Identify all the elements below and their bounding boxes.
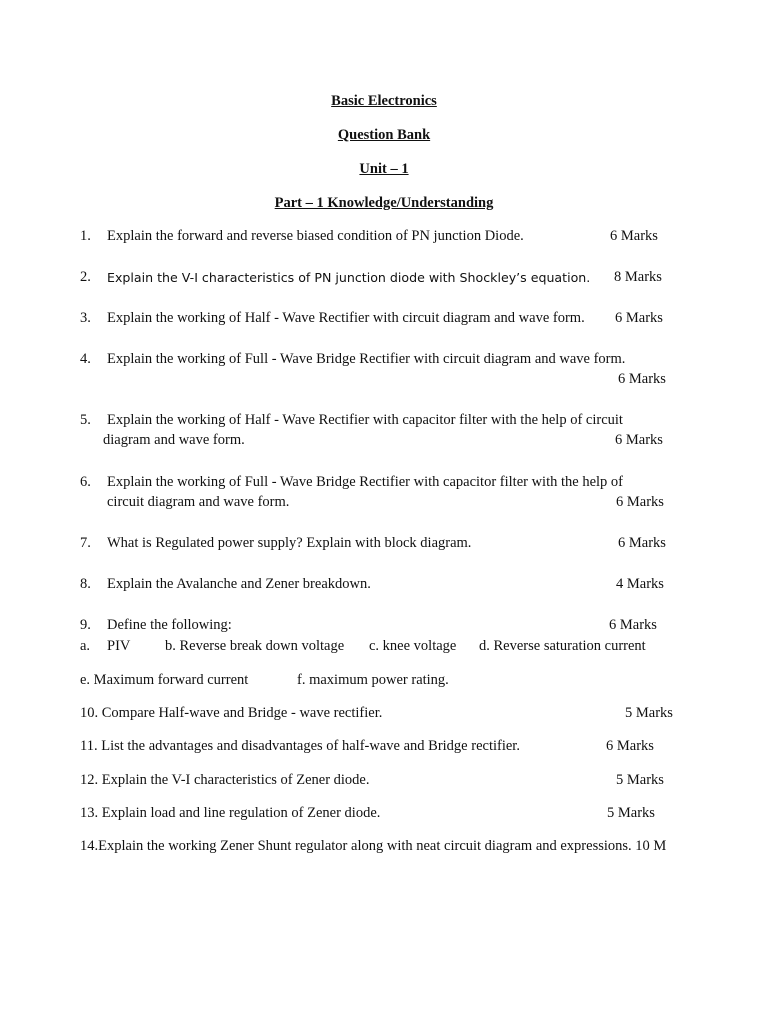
question-marks: 5 Marks	[616, 772, 664, 788]
sub-item-e: e. Maximum forward current	[80, 672, 249, 688]
question-number: 9.	[80, 617, 91, 633]
question-text: 10. Compare Half-wave and Bridge - wave rectifier.	[80, 705, 383, 721]
question-text: Explain the working of Full - Wave Bridge Rectifier with capacitor filter with the help of	[107, 474, 623, 490]
question-text: Explain the forward and reverse biased condition of PN junction Diode.	[107, 228, 524, 244]
sub-item-f: f. maximum power rating.	[297, 672, 449, 688]
question-marks: 8 Marks	[614, 269, 662, 285]
question-marks: 6 Marks	[618, 371, 666, 387]
question-text: Explain the working of Half - Wave Rectifier with circuit diagram and wave form.	[107, 310, 585, 326]
sub-item-d: d. Reverse saturation current	[479, 638, 646, 654]
question-number: 5.	[80, 412, 91, 428]
question-text: Explain the Avalanche and Zener breakdown.	[107, 576, 371, 592]
question-number: 7.	[80, 535, 91, 551]
question-marks: 6 Marks	[615, 310, 663, 326]
question-number: 2.	[80, 269, 91, 285]
question-number: 1.	[80, 228, 91, 244]
question-text: 12. Explain the V-I characteristics of Zener diode.	[80, 772, 370, 788]
question-marks: 5 Marks	[625, 705, 673, 721]
question-marks: 5 Marks	[607, 805, 655, 821]
question-number: 8.	[80, 576, 91, 592]
question-text: Define the following:	[107, 617, 232, 633]
question-marks: 6 Marks	[615, 432, 663, 448]
question-number: 4.	[80, 351, 91, 367]
question-marks: 6 Marks	[609, 617, 657, 633]
question-marks: 6 Marks	[610, 228, 658, 244]
document-title: Question Bank	[337, 127, 431, 143]
question-text: What is Regulated power supply? Explain with block diagram.	[107, 535, 472, 551]
sub-item-c: c. knee voltage	[369, 638, 457, 654]
sub-item-b: b. Reverse break down voltage	[165, 638, 345, 654]
question-number: 6.	[80, 474, 91, 490]
question-text: Explain the working of Half - Wave Rectifier with capacitor filter with the help of circuit	[107, 412, 623, 428]
question-text: 13. Explain load and line regulation of Zener diode.	[80, 805, 381, 821]
question-number: 3.	[80, 310, 91, 326]
question-marks: 6 Marks	[606, 738, 654, 754]
question-marks: 6 Marks	[618, 535, 666, 551]
question-text: 11. List the advantages and disadvantages of half-wave and Bridge rectifier.	[80, 738, 520, 754]
question-marks: 4 Marks	[616, 576, 664, 592]
question-marks: 6 Marks	[616, 494, 664, 510]
subject-title: Basic Electronics	[331, 93, 437, 109]
question-text: Explain the working of Full - Wave Bridge Rectifier with circuit diagram and wave form.	[107, 351, 626, 367]
question-text-continued: circuit diagram and wave form.	[107, 494, 290, 510]
sub-item-label: a.	[80, 638, 91, 654]
question-text-continued: diagram and wave form.	[103, 432, 245, 448]
part-title: Part – 1 Knowledge/Understanding	[274, 195, 494, 211]
unit-title: Unit – 1	[359, 161, 409, 177]
question-text: 14.Explain the working Zener Shunt regulator along with neat circuit diagram and expressions. 10 M	[80, 838, 667, 854]
question-text: Explain the V-I characteristics of PN junction diode with Shockley’s equation.	[107, 270, 591, 285]
sub-item-a: PIV	[107, 638, 131, 654]
